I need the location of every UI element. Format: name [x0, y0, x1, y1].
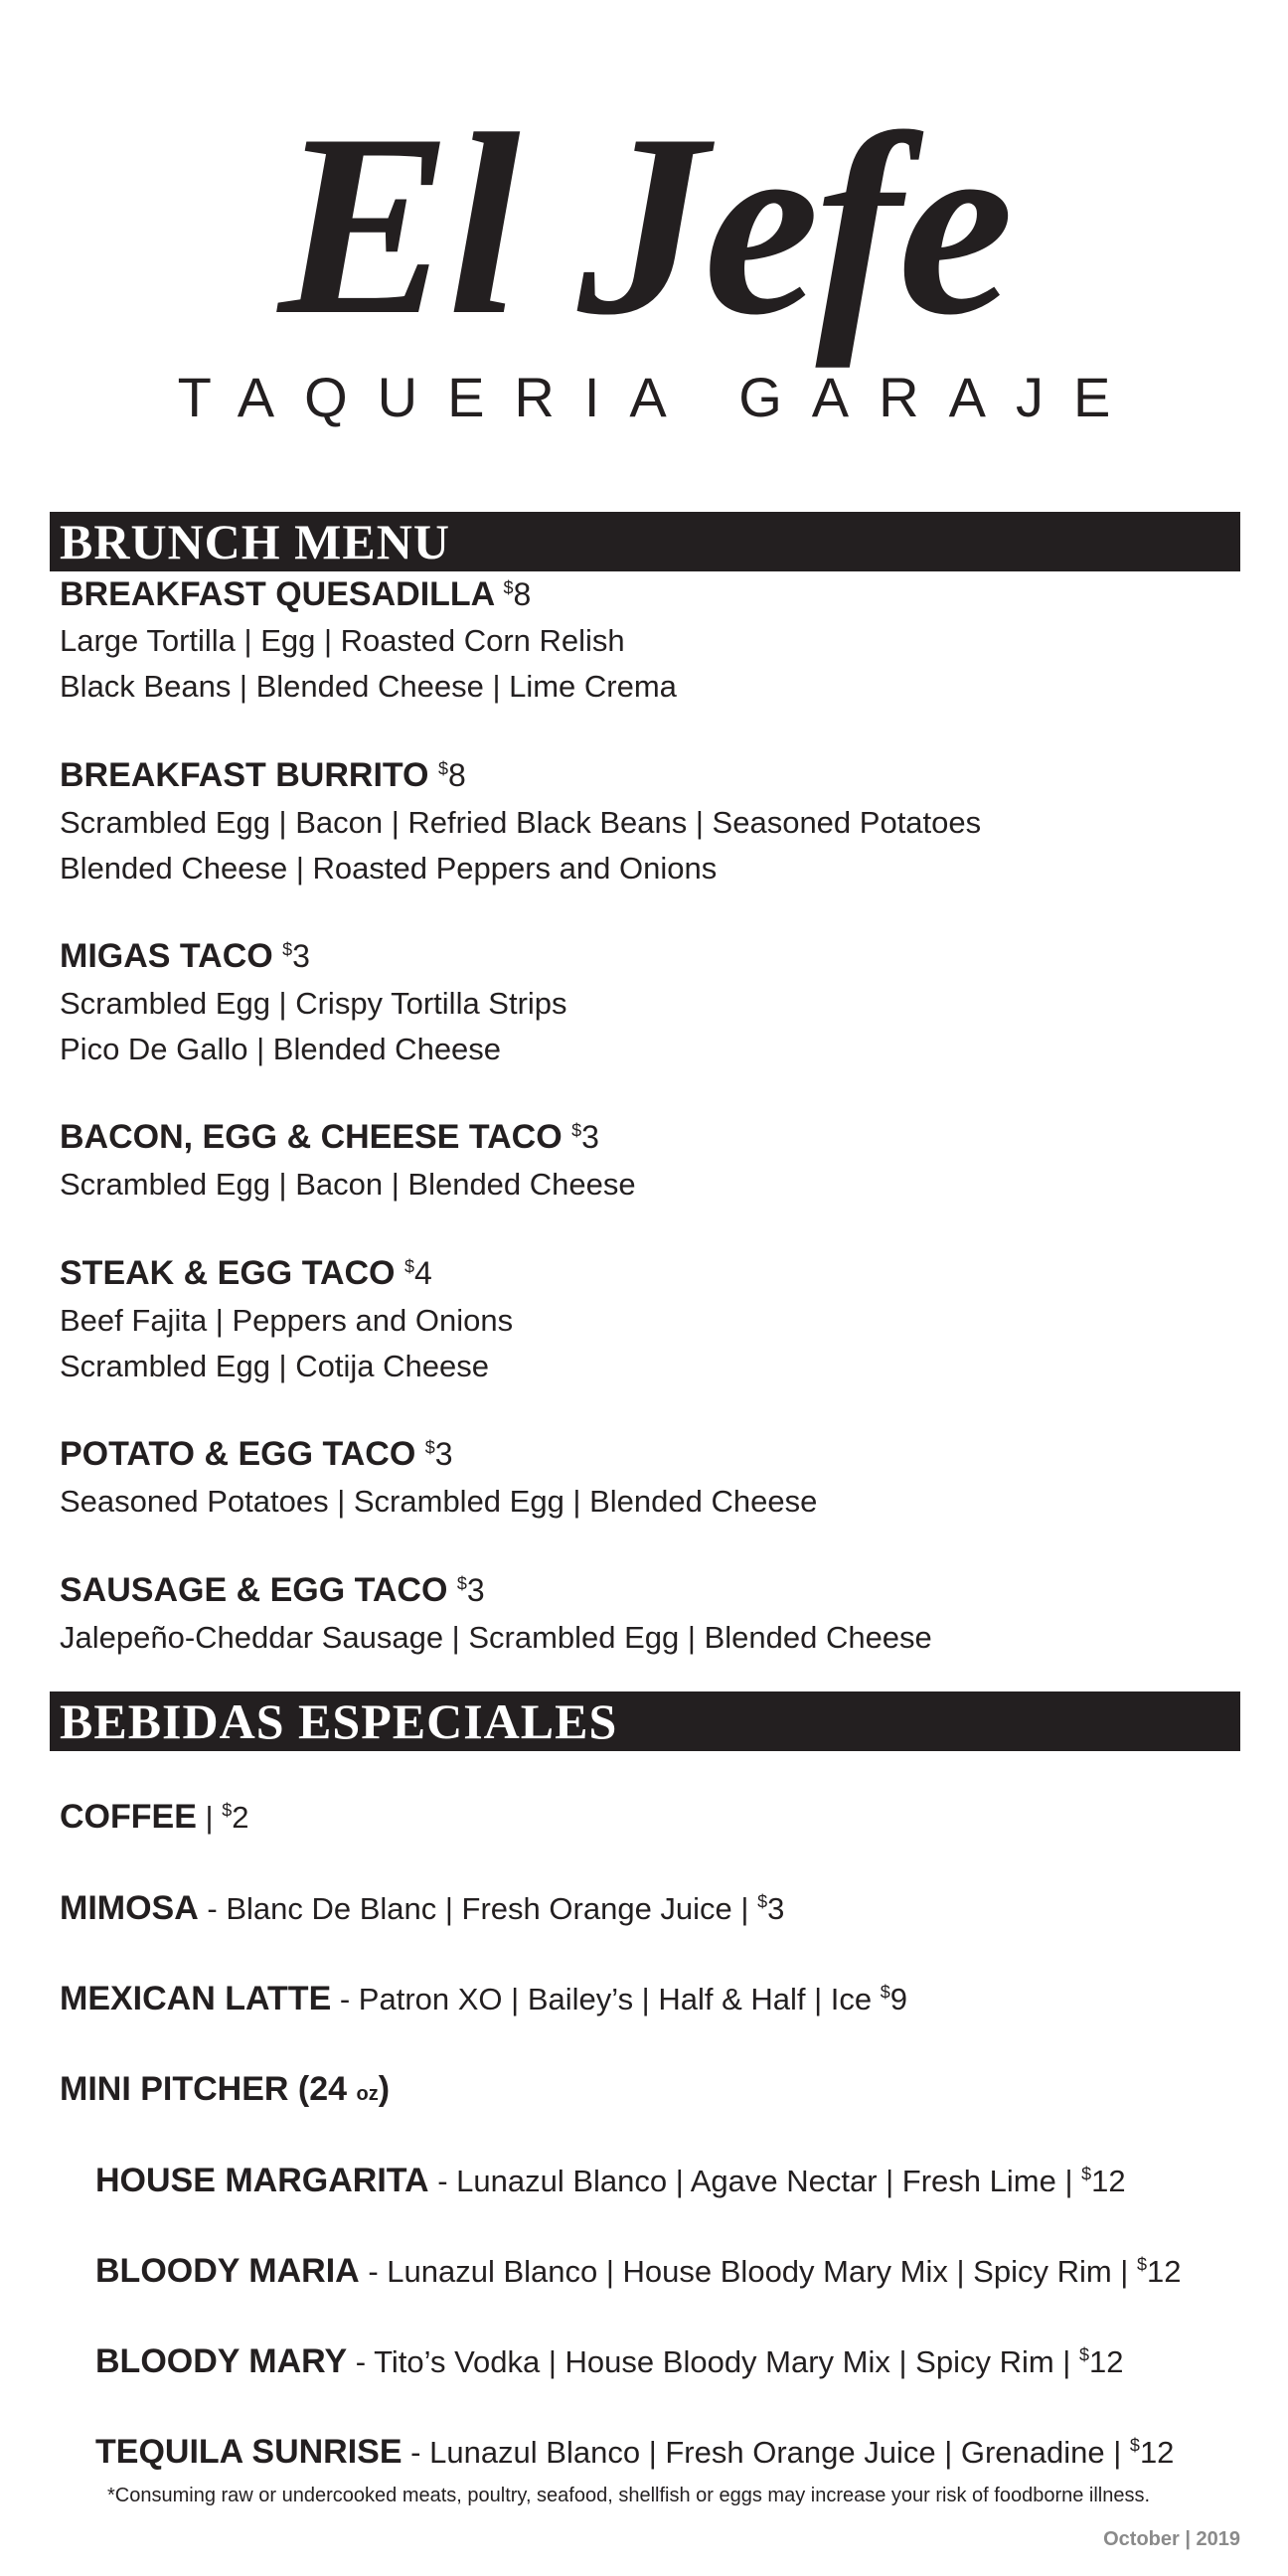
price-value: 3 — [292, 938, 310, 974]
currency-symbol: $ — [222, 1800, 233, 1821]
item-description: Seasoned Potatoes | Scrambled Egg | Blended Cheese — [60, 1484, 818, 1519]
price-value: 3 — [581, 1119, 599, 1155]
menu-item-sausage-egg-taco — [60, 1570, 485, 1610]
item-description: Blended Cheese | Roasted Peppers and Onions — [60, 851, 718, 886]
item-price — [425, 1436, 453, 1472]
item-price — [282, 938, 310, 974]
price-value: 8 — [513, 576, 532, 612]
price-value: 3 — [466, 1572, 485, 1608]
drink-price: 12 — [1139, 2435, 1175, 2470]
pitcher-tequila-sunrise — [95, 2432, 1174, 2473]
drink-description: - Lunazul Blanco | Agave Nectar | Fresh Lime | — [428, 2164, 1082, 2198]
drink-price: 12 — [1146, 2254, 1182, 2289]
drink-name: MINI PITCHER (24 — [60, 2070, 357, 2108]
currency-symbol: $ — [880, 1982, 890, 2003]
currency-symbol: $ — [403, 1256, 414, 1277]
pitcher-close: ) — [378, 2070, 391, 2108]
item-name: BREAKFAST BURRITO — [60, 756, 429, 794]
item-description: Scrambled Egg | Bacon | Refried Black Beans | Seasoned Potatoes — [60, 805, 982, 840]
price-value: 4 — [413, 1255, 432, 1291]
drink-name: HOUSE MARGARITA — [95, 2162, 429, 2199]
item-price — [457, 1572, 485, 1608]
pitcher-bloody-maria — [95, 2251, 1181, 2292]
drink-name: MEXICAN LATTE — [60, 1980, 332, 2017]
pitcher-bloody-mary — [95, 2341, 1123, 2382]
el-jefe-logo: El Jefe — [278, 80, 1010, 369]
currency-symbol: $ — [456, 1573, 467, 1594]
currency-symbol: $ — [1129, 2435, 1140, 2456]
drink-description: - Lunazul Blanco | Fresh Orange Juice | Grenadine | — [402, 2435, 1130, 2470]
item-price — [404, 1255, 432, 1291]
item-description: Jalepeño-Cheddar Sausage | Scrambled Egg | Blended Cheese — [60, 1620, 932, 1655]
currency-symbol: $ — [437, 758, 448, 779]
item-name: MIGAS TACO — [60, 937, 273, 975]
menu-item-breakfast-burrito — [60, 755, 466, 795]
food-safety-footnote: *Consuming raw or undercooked meats, poultry, seafood, shellfish or eggs may increase your risk of foodborne illness. — [107, 2485, 1151, 2506]
drink-mini-pitcher — [60, 2069, 390, 2114]
item-name: BACON, EGG & CHEESE TACO — [60, 1118, 563, 1156]
currency-symbol: $ — [571, 1120, 582, 1141]
drink-description: - Patron XO | Bailey’s | Half & Half | Ice — [331, 1982, 881, 2016]
item-name: POTATO & EGG TACO — [60, 1435, 416, 1473]
drink-price: 12 — [1091, 2164, 1126, 2198]
currency-symbol: $ — [282, 939, 293, 960]
item-name: BREAKFAST QUESADILLA — [60, 575, 494, 613]
drink-name: MIMOSA — [60, 1889, 199, 1927]
item-description: Beef Fajita | Peppers and Onions — [60, 1303, 514, 1338]
item-description: Scrambled Egg | Cotija Cheese — [60, 1349, 489, 1383]
currency-symbol: $ — [1078, 2344, 1089, 2365]
drink-price: 2 — [232, 1800, 249, 1835]
menu-item-potato-egg-taco — [60, 1434, 453, 1474]
menu-item-breakfast-quesadilla — [60, 574, 531, 614]
item-price — [571, 1119, 599, 1155]
drink-name: TEQUILA SUNRISE — [95, 2433, 402, 2471]
drink-name: BLOODY MARY — [95, 2342, 348, 2380]
drink-price: 9 — [889, 1982, 908, 2016]
drink-name: BLOODY MARIA — [95, 2252, 360, 2290]
currency-symbol: $ — [1136, 2254, 1147, 2275]
currency-symbol: $ — [503, 577, 514, 598]
item-price — [438, 757, 466, 793]
drink-coffee — [60, 1797, 248, 1838]
item-description: Large Tortilla | Egg | Roasted Corn Relish — [60, 623, 625, 658]
brunch-menu-heading: BRUNCH MENU — [50, 512, 1240, 571]
item-description: Scrambled Egg | Crispy Tortilla Strips — [60, 986, 567, 1021]
drink-name: COFFEE — [60, 1798, 197, 1836]
drink-description: - Blanc De Blanc | Fresh Orange Juice | — [198, 1891, 758, 1926]
drink-description: - Lunazul Blanco | House Bloody Mary Mix | Spicy Rim | — [359, 2254, 1137, 2289]
item-name: STEAK & EGG TACO — [60, 1254, 396, 1292]
pitcher-house-margarita — [95, 2161, 1126, 2201]
item-price — [503, 576, 531, 612]
tagline: TAQUERIA GARAJE — [177, 366, 1141, 428]
drink-separator: | — [196, 1800, 223, 1835]
menu-item-migas-taco — [60, 936, 310, 976]
currency-symbol: $ — [1081, 2164, 1092, 2184]
menu-date: October | 2019 — [1103, 2528, 1240, 2550]
item-description: Scrambled Egg | Bacon | Blended Cheese — [60, 1167, 636, 1202]
price-value: 8 — [447, 757, 466, 793]
item-description: Pico De Gallo | Blended Cheese — [60, 1032, 502, 1066]
drink-description: - Tito’s Vodka | House Bloody Mary Mix | Spicy Rim | — [347, 2344, 1079, 2379]
item-name: SAUSAGE & EGG TACO — [60, 1571, 448, 1609]
drink-mimosa — [60, 1888, 784, 1929]
drink-price: 3 — [767, 1891, 785, 1926]
item-description: Black Beans | Blended Cheese | Lime Crema — [60, 669, 677, 704]
bebidas-especiales-heading: BEBIDAS ESPECIALES — [50, 1691, 1240, 1751]
currency-symbol: $ — [424, 1437, 435, 1458]
pitcher-unit: oz — [356, 2083, 379, 2105]
drink-mexican-latte — [60, 1979, 907, 2019]
menu-item-steak-egg-taco — [60, 1253, 432, 1293]
price-value: 3 — [434, 1436, 453, 1472]
menu-item-bacon-egg-cheese-taco — [60, 1117, 599, 1157]
drink-price: 12 — [1088, 2344, 1124, 2379]
currency-symbol: $ — [757, 1891, 768, 1912]
